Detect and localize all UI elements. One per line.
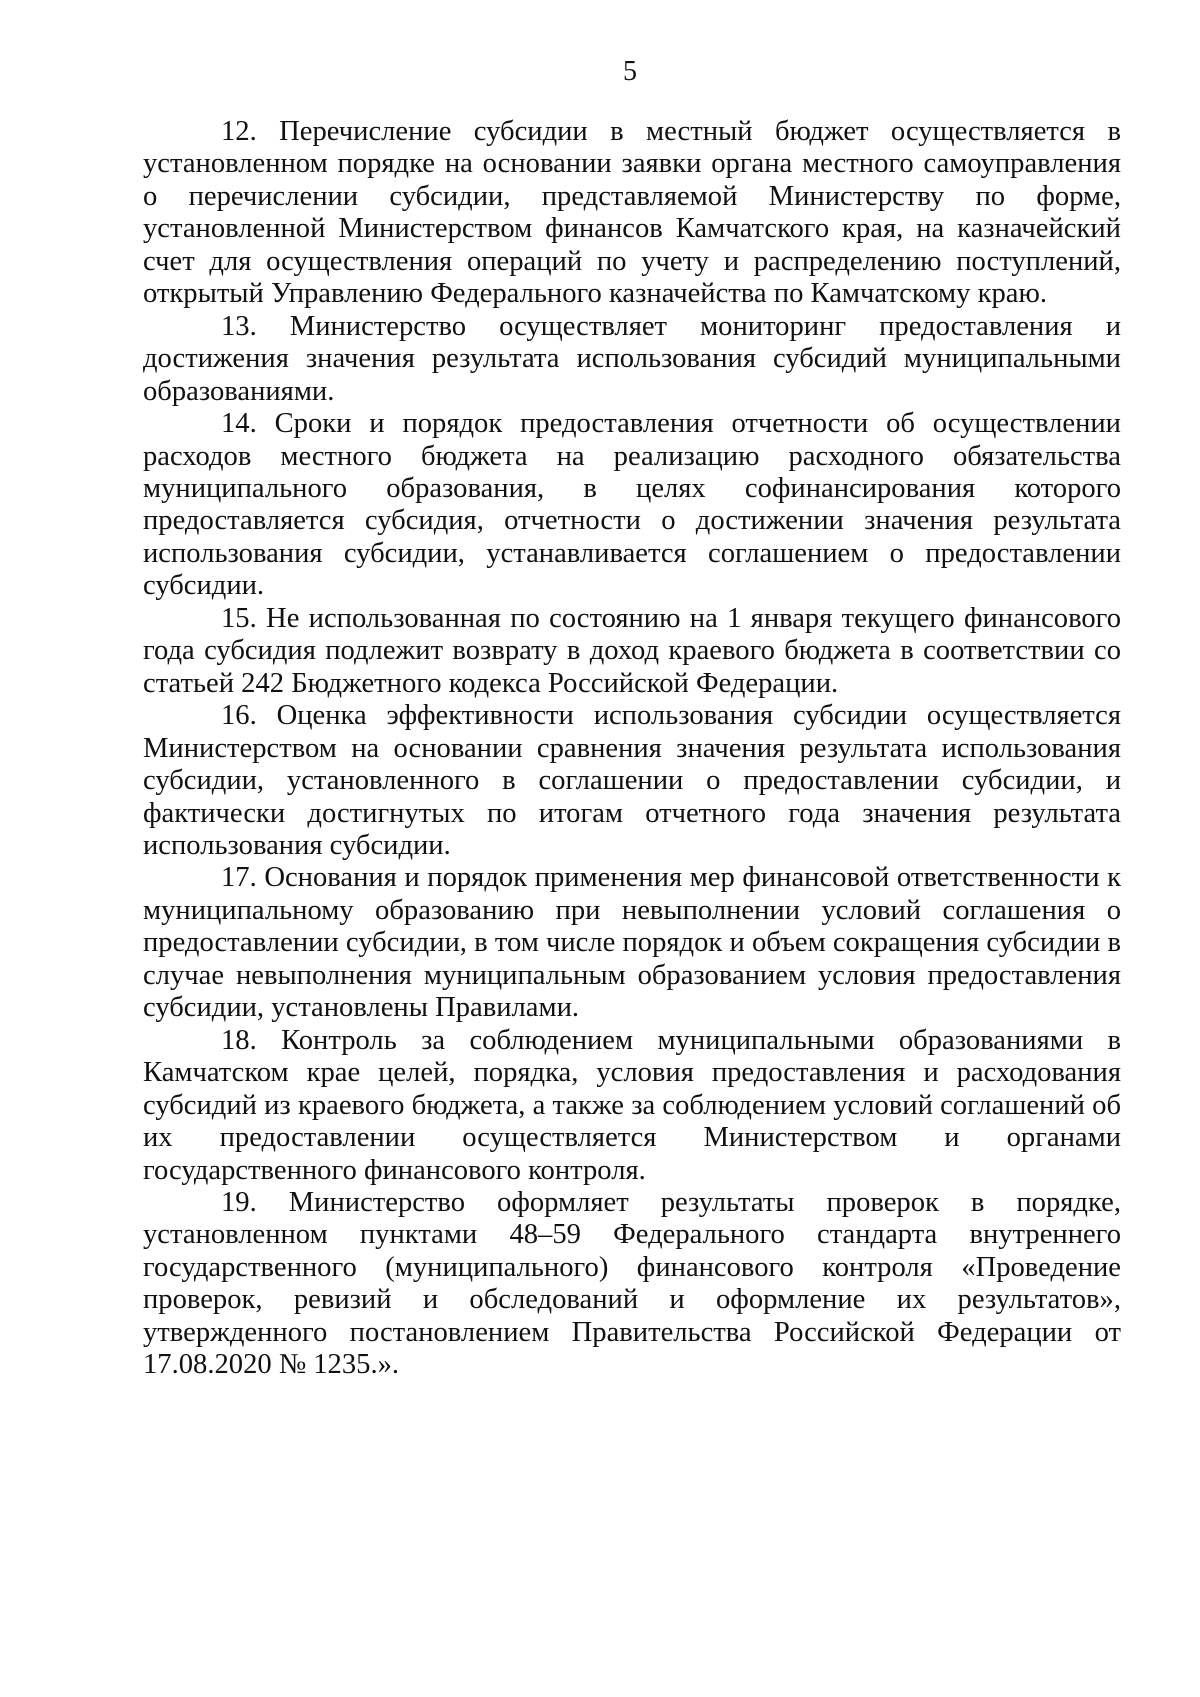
page-number: 5 [623,56,637,87]
document-body [143,116,1121,1382]
paragraph-13: 13. Министерство осуществляет мониторинг предоставления и достижения значения результата использования субсидий муниципальными образованиями. [143,310,1121,407]
paragraph-17: 17. Основания и порядок применения мер финансовой ответственности к муниципальному образованию при невыполнении условий соглашения о предоставлении субсидии, в том числе порядок и объем сокращения субсидии в случае невыполнения муниципальным образованием условия предоставления субсидии, установлены Правилами. [143,862,1121,1024]
paragraph-12: 12. Перечисление субсидии в местный бюджет осуществляется в установленном порядке на основании заявки органа местного самоуправления о перечислении субсидии, представляемой Министерству по форме, установленной Министерством финансов Камчатского края, на казначейский счет для осуществления операций по учету и распределению поступлений, открытый Управлению Федерального казначейства по Камчатскому краю. [143,116,1121,310]
paragraph-16: 16. Оценка эффективности использования субсидии осуществляется Министерством на основании сравнения значения результата использования субсидии, установленного в соглашении о предоставлении субсидии, и фактически достигнутых по итогам отчетного года значения результата использования субсидии. [143,700,1121,861]
paragraph-14: 14. Сроки и порядок предоставления отчетности об осуществлении расходов местного бюджета на реализацию расходного обязательства муниципального образования, в целях софинансирования которого предоставляется субсидия, отчетности о достижении значения результата использования субсидии, устанавливается соглашением о предоставлении субсидии. [143,408,1121,602]
paragraph-19: 19. Министерство оформляет результаты проверок в порядке, установленном пунктами 48–59 Федерального стандарта внутреннего государственного (муниципального) финансового контроля «Проведение проверок, ревизий и обследований и оформление их результатов», утвержденного постановлением Правительства Российской Федерации от 17.08.2020 № 1235.». [143,1186,1121,1381]
paragraph-15: 15. Не использованная по состоянию на 1 января текущего финансового года субсидия подлежит возврату в доход краевого бюджета в соответствии со статьей 242 Бюджетного кодекса Российской Федерации. [143,602,1121,699]
paragraph-18: 18. Контроль за соблюдением муниципальными образованиями в Камчатском крае целей, порядка, условия предоставления и расходования субсидий из краевого бюджета, а также за соблюдением условий соглашений об их предоставлении осуществляется Министерством и органами государственного финансового контроля. [143,1024,1121,1186]
